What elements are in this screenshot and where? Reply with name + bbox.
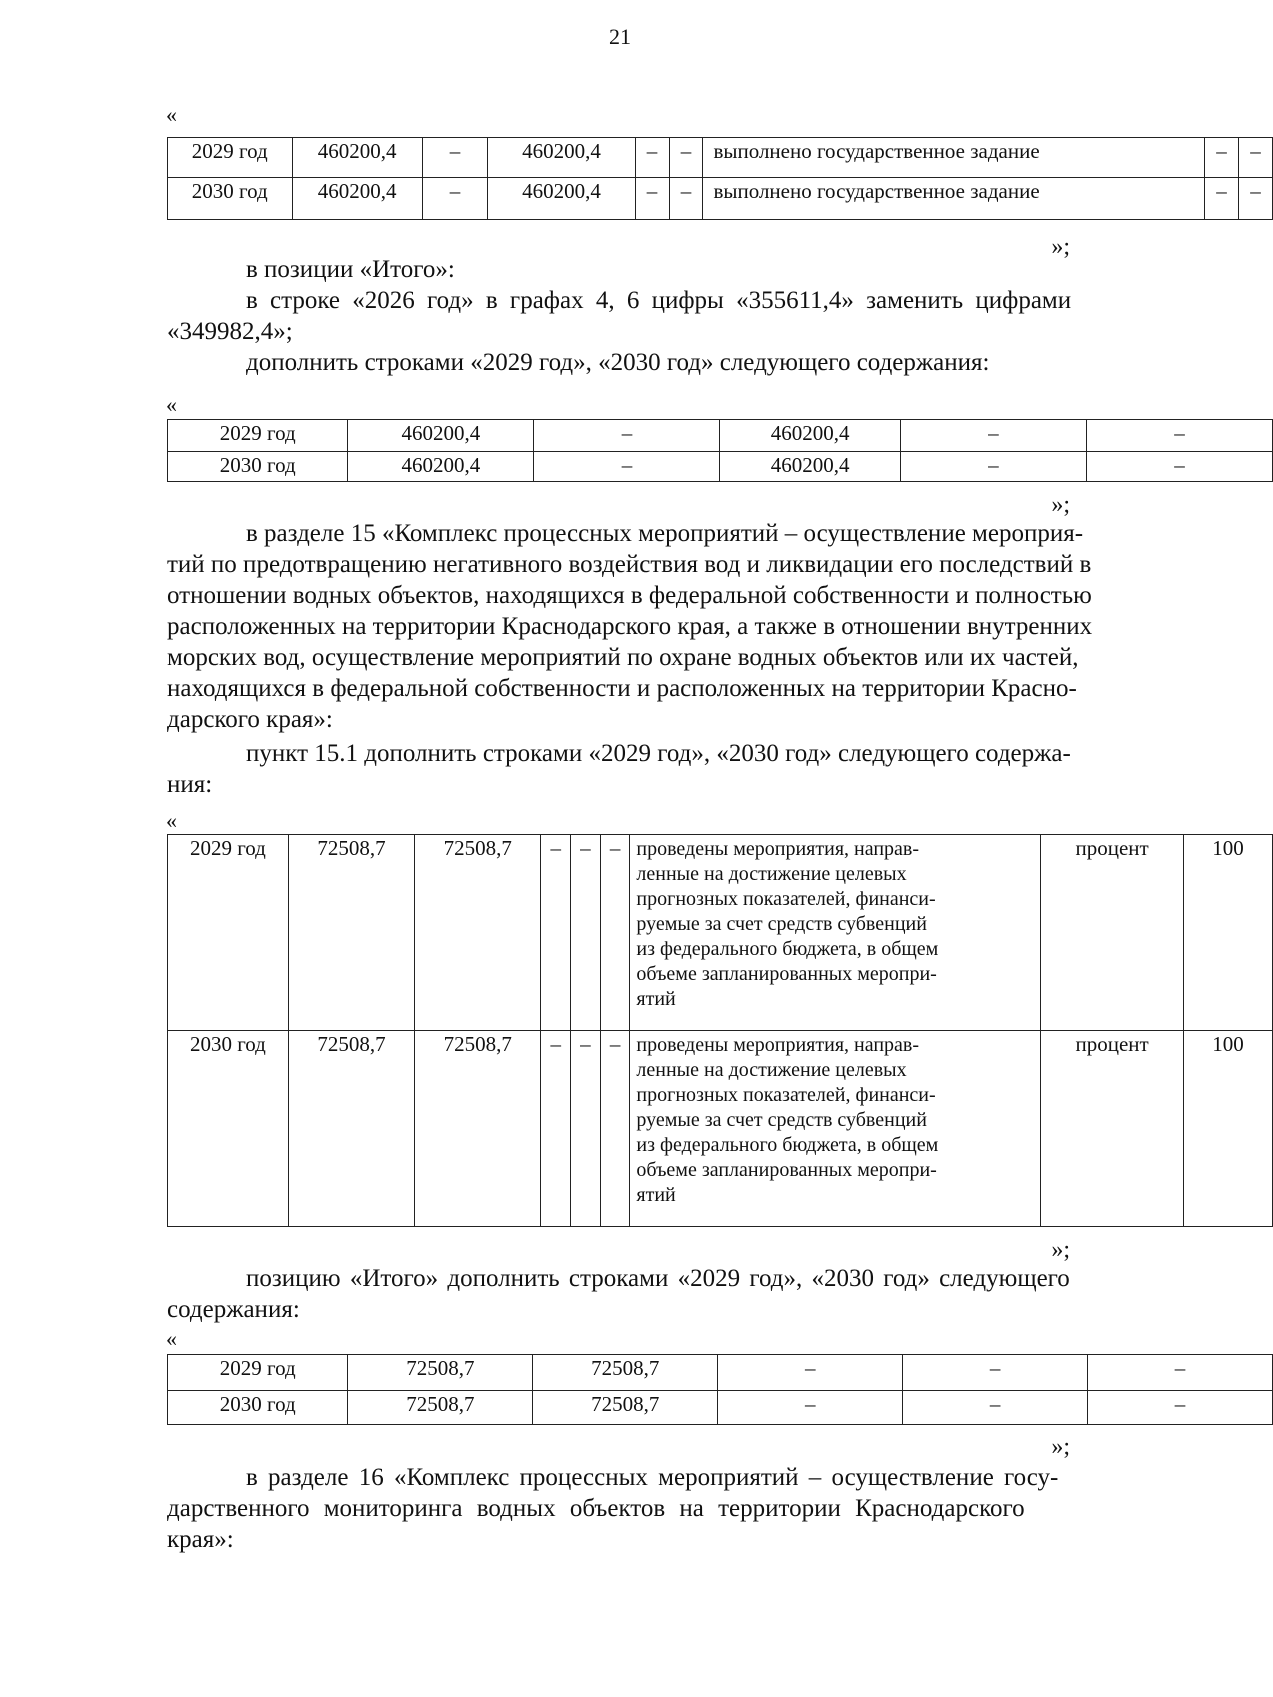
year-cell: 2030 год bbox=[168, 178, 293, 220]
value-cell: 100 bbox=[1183, 835, 1272, 1031]
value-cell: 100 bbox=[1183, 1031, 1272, 1227]
text-line: дополнить строками «2029 год», «2030 год» следующего содержания: bbox=[246, 349, 990, 376]
cell: – bbox=[718, 1391, 903, 1425]
text-line: в строке «2026 год» в графах 4, 6 цифры «355611,4» заменить цифрами bbox=[246, 287, 1072, 314]
description-line: прогнозных показателей, финанси- bbox=[636, 888, 936, 910]
text-line: в разделе 15 «Комплекс процессных мероприятий – осуществление мероприя- bbox=[246, 520, 1084, 547]
cell: – bbox=[669, 138, 703, 178]
cell: – bbox=[635, 138, 669, 178]
total-cell: 72508,7 bbox=[348, 1355, 533, 1391]
description-line: ятий bbox=[636, 988, 676, 1010]
text-line: содержания: bbox=[167, 1296, 300, 1323]
open-quote: « bbox=[166, 392, 177, 417]
cell: 460200,4 bbox=[488, 178, 635, 220]
cell: – bbox=[1238, 178, 1272, 220]
description-line: прогнозных показателей, финанси- bbox=[636, 1084, 936, 1106]
cell: 460200,4 bbox=[720, 452, 900, 482]
table-row bbox=[168, 178, 1273, 220]
section-16-text bbox=[167, 1462, 1273, 1555]
table-measures bbox=[167, 834, 1273, 1227]
total-cell: 72508,7 bbox=[288, 1031, 414, 1227]
text-line: позицию «Итого» дополнить строками «2029 год», «2030 год» следующего bbox=[246, 1265, 1070, 1292]
close-quote: »; bbox=[1051, 1434, 1070, 1460]
cell: – bbox=[1205, 138, 1239, 178]
text-line: «349982,4»; bbox=[167, 318, 293, 345]
table-row bbox=[168, 1031, 1273, 1227]
amendment-text-1 bbox=[167, 254, 1273, 378]
cell: – bbox=[1205, 178, 1239, 220]
total-cell: 72508,7 bbox=[288, 835, 414, 1031]
description-line: из федерального бюджета, в общем bbox=[636, 1134, 939, 1156]
description-line: проведены мероприятия, направ- bbox=[636, 838, 920, 860]
cell: – bbox=[1086, 420, 1272, 452]
text-line: расположенных на территории Краснодарского края, а также в отношении внутренних bbox=[167, 613, 1093, 640]
total-cell: 72508,7 bbox=[348, 1391, 533, 1425]
cell: – bbox=[718, 1355, 903, 1391]
description-cell bbox=[630, 835, 1041, 1031]
text-line: ния: bbox=[167, 771, 213, 798]
cell: 72508,7 bbox=[415, 1031, 541, 1227]
cell: – bbox=[1088, 1391, 1273, 1425]
result-cell: выполнено государственное задание bbox=[703, 138, 1205, 178]
cell: – bbox=[541, 1031, 571, 1227]
cell: – bbox=[669, 178, 703, 220]
table-total-2 bbox=[167, 1354, 1273, 1425]
text-line: морских вод, осуществление мероприятий по охране водных объектов или их частей, bbox=[167, 644, 1079, 671]
year-cell: 2029 год bbox=[168, 835, 289, 1031]
year-cell: 2030 год bbox=[168, 1031, 289, 1227]
text-line: края»: bbox=[167, 1526, 234, 1553]
year-cell: 2030 год bbox=[168, 452, 348, 482]
cell: – bbox=[571, 835, 601, 1031]
table-row bbox=[168, 835, 1273, 1031]
cell: – bbox=[1088, 1355, 1273, 1391]
text-line: находящихся в федеральной собственности и расположенных на территории Красно- bbox=[167, 675, 1077, 702]
description-line: ленные на достижение целевых bbox=[636, 863, 907, 885]
total-cell: 460200,4 bbox=[348, 452, 534, 482]
table-row bbox=[168, 420, 1273, 452]
description-line: руемые за счет средств субвенций bbox=[636, 1109, 927, 1131]
table-row bbox=[168, 138, 1273, 178]
table-row bbox=[168, 452, 1273, 482]
cell: 72508,7 bbox=[533, 1391, 718, 1425]
year-cell: 2029 год bbox=[168, 420, 348, 452]
cell: – bbox=[534, 420, 720, 452]
year-cell: 2030 год bbox=[168, 1391, 348, 1425]
description-line: из федерального бюджета, в общем bbox=[636, 938, 939, 960]
cell: – bbox=[635, 178, 669, 220]
cell: – bbox=[900, 420, 1086, 452]
text-line: дарственного мониторинга водных объектов на территории Краснодарского bbox=[167, 1495, 1025, 1522]
unit-cell: процент bbox=[1041, 835, 1184, 1031]
text-line: в разделе 16 «Комплекс процессных мероприятий – осуществление госу- bbox=[246, 1464, 1059, 1491]
unit-cell: процент bbox=[1041, 1031, 1184, 1227]
total-cell: 460200,4 bbox=[292, 178, 422, 220]
description-line: руемые за счет средств субвенций bbox=[636, 913, 927, 935]
cell: – bbox=[422, 138, 488, 178]
cell: – bbox=[1238, 138, 1272, 178]
cell: 460200,4 bbox=[720, 420, 900, 452]
table-row bbox=[168, 1391, 1273, 1425]
table-state-task bbox=[167, 137, 1273, 220]
text-line: пункт 15.1 дополнить строками «2029 год», «2030 год» следующего содержа- bbox=[246, 740, 1071, 767]
cell: – bbox=[600, 835, 630, 1031]
page-number: 21 bbox=[609, 24, 631, 49]
cell: 460200,4 bbox=[488, 138, 635, 178]
open-quote: « bbox=[166, 808, 177, 833]
description-line: ленные на достижение целевых bbox=[636, 1059, 907, 1081]
description-cell bbox=[630, 1031, 1041, 1227]
cell: 72508,7 bbox=[415, 835, 541, 1031]
text-line: дарского края»: bbox=[167, 706, 333, 733]
cell: – bbox=[541, 835, 571, 1031]
year-cell: 2029 год bbox=[168, 1355, 348, 1391]
description-line: объеме запланированных меропри- bbox=[636, 1159, 937, 1181]
open-quote: « bbox=[166, 102, 177, 127]
close-quote: »; bbox=[1051, 492, 1070, 518]
table-total-1 bbox=[167, 419, 1273, 482]
text-line: тий по предотвращению негативного воздействия вод и ликвидации его последствий в bbox=[167, 551, 1092, 578]
cell: – bbox=[571, 1031, 601, 1227]
description-line: объеме запланированных меропри- bbox=[636, 963, 937, 985]
total-cell: 460200,4 bbox=[348, 420, 534, 452]
cell: – bbox=[903, 1391, 1088, 1425]
cell: – bbox=[534, 452, 720, 482]
cell: – bbox=[903, 1355, 1088, 1391]
description-line: проведены мероприятия, направ- bbox=[636, 1034, 920, 1056]
year-cell: 2029 год bbox=[168, 138, 293, 178]
amendment-text-2 bbox=[167, 1263, 1273, 1325]
section-15-text bbox=[167, 518, 1273, 800]
close-quote: »; bbox=[1051, 234, 1070, 260]
total-cell: 460200,4 bbox=[292, 138, 422, 178]
open-quote: « bbox=[166, 1326, 177, 1351]
cell: – bbox=[600, 1031, 630, 1227]
cell: – bbox=[900, 452, 1086, 482]
text-line: в позиции «Итого»: bbox=[246, 256, 455, 283]
text-line: отношении водных объектов, находящихся в федеральной собственности и полностью bbox=[167, 582, 1092, 609]
cell: 72508,7 bbox=[533, 1355, 718, 1391]
table-row bbox=[168, 1355, 1273, 1391]
result-cell: выполнено государственное задание bbox=[703, 178, 1205, 220]
cell: – bbox=[422, 178, 488, 220]
close-quote: »; bbox=[1051, 1237, 1070, 1263]
cell: – bbox=[1086, 452, 1272, 482]
description-line: ятий bbox=[636, 1184, 676, 1206]
